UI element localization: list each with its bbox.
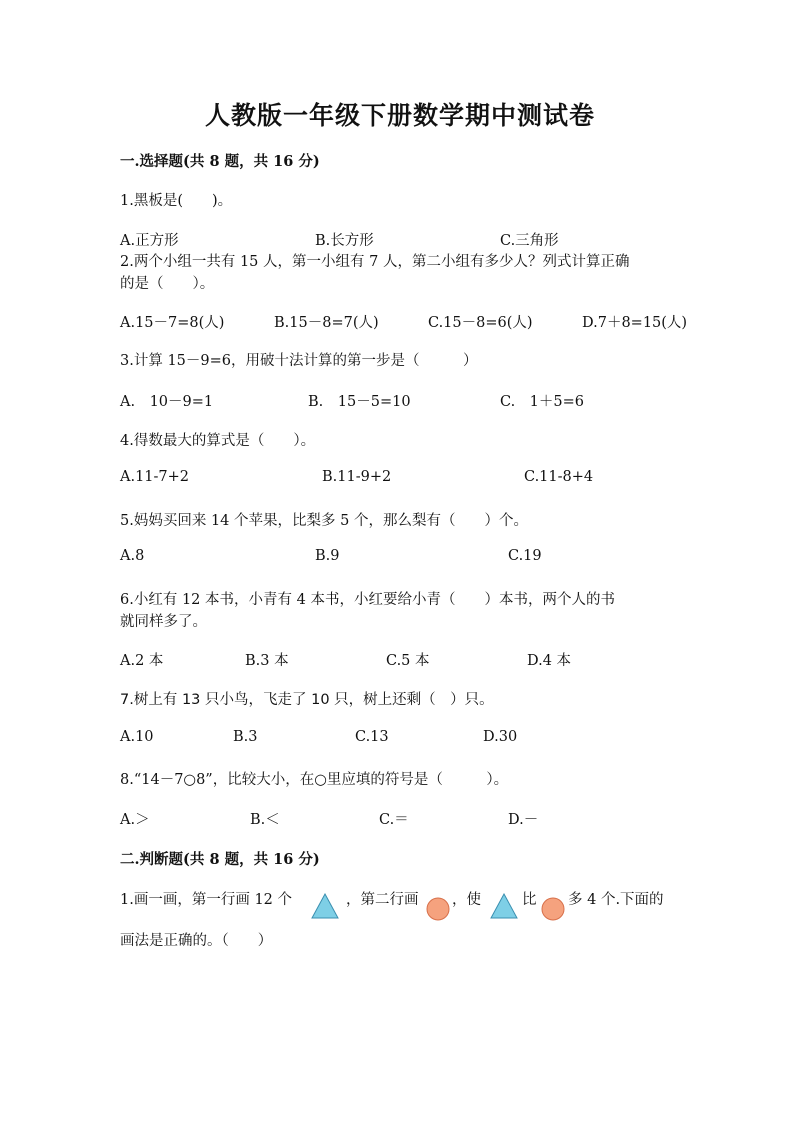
section-judgement-heading: 二.判断题(共 8 题，共 16 分) (120, 851, 320, 868)
q7-option-d[interactable]: D.30 (483, 729, 518, 745)
q1-option-c[interactable]: C.三角形 (500, 233, 559, 249)
question-3: 3.计算 15－9=6，用破十法计算的第一步是（ ） (120, 353, 478, 369)
q1-option-b[interactable]: B.长方形 (315, 233, 374, 249)
circle-icon (426, 897, 450, 921)
q5-option-c[interactable]: C.19 (508, 548, 542, 564)
q8-option-a[interactable]: A.＞ (120, 812, 150, 828)
q2-option-c[interactable]: C.15－8=6(人) (428, 315, 533, 331)
judgement-1-line2: 画法是正确的。（ ） (120, 933, 273, 949)
q3-option-c[interactable]: C. 1＋5=6 (500, 394, 585, 410)
judgement-1-seg4: 比 (522, 892, 537, 908)
triangle-icon (490, 893, 518, 919)
q8-option-c[interactable]: C.＝ (379, 812, 409, 828)
q4-option-c[interactable]: C.11-8+4 (524, 469, 594, 485)
question-1: 1.黑板是( )。 (120, 193, 233, 209)
q7-option-b[interactable]: B.3 (233, 729, 258, 745)
q4-option-a[interactable]: A.11-7+2 (120, 469, 190, 485)
q8-option-b[interactable]: B.＜ (250, 812, 280, 828)
q7-option-a[interactable]: A.10 (120, 729, 154, 745)
q2-option-a[interactable]: A.15－7=8(人) (120, 315, 225, 331)
question-5: 5.妈妈买回来 14 个苹果，比梨多 5 个，那么梨有（ ）个。 (120, 513, 528, 529)
triangle-icon (311, 893, 339, 919)
question-7: 7.树上有 13 只小鸟，飞走了 10 只，树上还剩（ ）只。 (120, 692, 494, 708)
q6-option-b[interactable]: B.3 本 (245, 653, 289, 669)
question-2-line1: 2.两个小组一共有 15 人，第一小组有 7 人，第二小组有多少人？列式计算正确 (120, 254, 630, 270)
section-choice-heading: 一.选择题(共 8 题，共 16 分) (120, 153, 320, 170)
q7-option-c[interactable]: C.13 (355, 729, 389, 745)
question-4: 4.得数最大的算式是（ ）。 (120, 433, 316, 449)
q5-option-b[interactable]: B.9 (315, 548, 340, 564)
judgement-1-seg1: 1.画一画，第一行画 12 个 (120, 892, 293, 908)
q6-option-a[interactable]: A.2 本 (120, 653, 164, 669)
q2-option-d[interactable]: D.7＋8=15(人) (582, 315, 688, 331)
question-2-line2: 的是（ ）。 (120, 276, 215, 292)
question-6-line1: 6.小红有 12 本书，小青有 4 本书，小红要给小青（ ）本书，两个人的书 (120, 592, 615, 608)
q3-option-b[interactable]: B. 15－5=10 (308, 394, 411, 410)
q1-option-a[interactable]: A.正方形 (120, 233, 179, 249)
q2-option-b[interactable]: B.15－8=7(人) (274, 315, 379, 331)
question-8: 8.“14－7○8”，比较大小，在○里应填的符号是（ ）。 (120, 772, 509, 788)
judgement-1-seg5: 多 4 个.下面的 (568, 892, 664, 908)
q4-option-b[interactable]: B.11-9+2 (322, 469, 392, 485)
page-title: 人教版一年级下册数学期中测试卷 (204, 101, 595, 130)
q6-option-d[interactable]: D.4 本 (527, 653, 572, 669)
judgement-1-seg3: ，使 (452, 892, 481, 908)
q3-option-a[interactable]: A. 10－9=1 (120, 394, 214, 410)
circle-icon (541, 897, 565, 921)
q5-option-a[interactable]: A.8 (120, 548, 145, 564)
question-6-line2: 就同样多了。 (120, 614, 207, 630)
q8-option-d[interactable]: D.－ (508, 812, 539, 828)
q6-option-c[interactable]: C.5 本 (386, 653, 430, 669)
judgement-1-seg2: ，第二行画 (346, 892, 419, 908)
